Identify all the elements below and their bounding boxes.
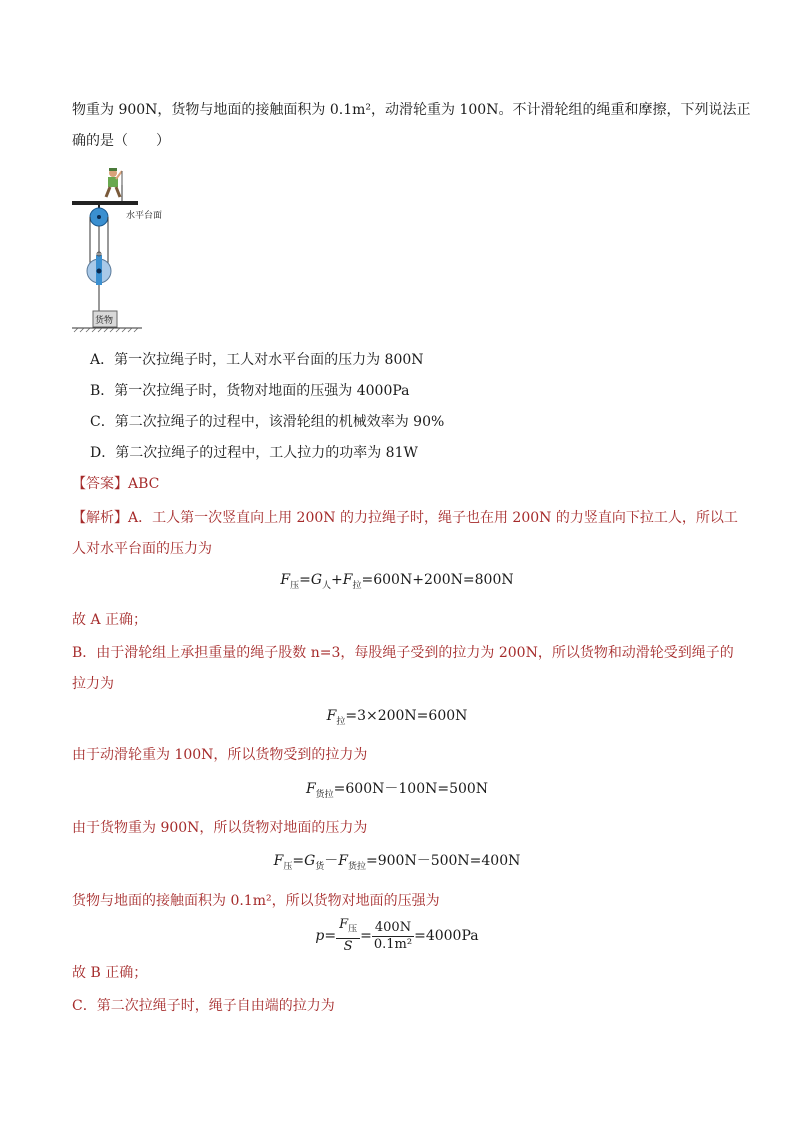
worker-icon [106, 168, 122, 201]
analysis-a-conclusion: 故 A 正确； [72, 612, 148, 628]
equation-2: $F_拉=3\times 200N=600N$ [326, 708, 468, 727]
pulley-figure [70, 165, 163, 340]
analysis-a-line-1: 【解析】A．工人第一次竖直向上用 200N 的力拉绳子时，绳子也在用 200N 的力竖直向下拉工人，所以工 [72, 510, 738, 526]
question-line-2: 确的是（ ） [72, 133, 170, 149]
analysis-b-conclusion: 故 B 正确； [72, 965, 148, 981]
platform-bar [72, 201, 138, 205]
question-line-1: 物重为 900N，货物与地面的接触面积为 0.1m²，动滑轮重为 100N。不计滑轮组的绳重和摩擦，下列说法正 [72, 102, 751, 118]
equation-4: $F_压=G_货-F_{货拉}=900N-500N=400N$ [273, 853, 521, 872]
movable-pulley-icon [87, 252, 111, 285]
analysis-a-line-2: 人对水平台面的压力为 [72, 541, 212, 557]
equation-3: $F_{货拉}=600N-100N=500N$ [305, 781, 489, 800]
option-b: B．第一次拉绳子时，货物对地面的压强为 4000Pa [90, 383, 410, 399]
analysis-b-line-5: 货物与地面的接触面积为 0.1m²，所以货物对地面的压强为 [72, 893, 440, 909]
option-c: C．第二次拉绳子的过程中，该滑轮组的机械效率为 90% [90, 414, 445, 430]
analysis-b-line-3: 由于动滑轮重为 100N，所以货物受到的拉力为 [72, 747, 368, 763]
analysis-b-line-4: 由于货物重为 900N，所以货物对地面的压力为 [72, 820, 368, 836]
option-a: A．第一次拉绳子时，工人对水平台面的压力为 800N [90, 352, 424, 368]
ground-hatching [74, 328, 138, 332]
cargo-label: 货物 [95, 316, 114, 326]
equation-1: $F_压=G_人+F_拉=600N+200N=800N$ [280, 572, 514, 591]
answer-line: 【答案】ABC [72, 476, 160, 492]
platform-label: 水平台面 [126, 211, 163, 221]
analysis-b-line-1: B．由于滑轮组上承担重量的绳子股数 n=3，每股绳子受到的拉力为 200N，所以货物和动滑轮受到绳子的 [72, 645, 734, 661]
fixed-pulley-icon [90, 205, 108, 226]
option-d: D．第二次拉绳子的过程中，工人拉力的功率为 81W [90, 445, 418, 461]
analysis-b-line-2: 拉力为 [72, 676, 114, 692]
analysis-c-line-1: C．第二次拉绳子时，绳子自由端的拉力为 [72, 998, 335, 1014]
equation-5: p= $\frac{F_压}{S}$ = $\frac{400N}{\text{0.1m²}}$ =4000Pa [315, 917, 479, 954]
